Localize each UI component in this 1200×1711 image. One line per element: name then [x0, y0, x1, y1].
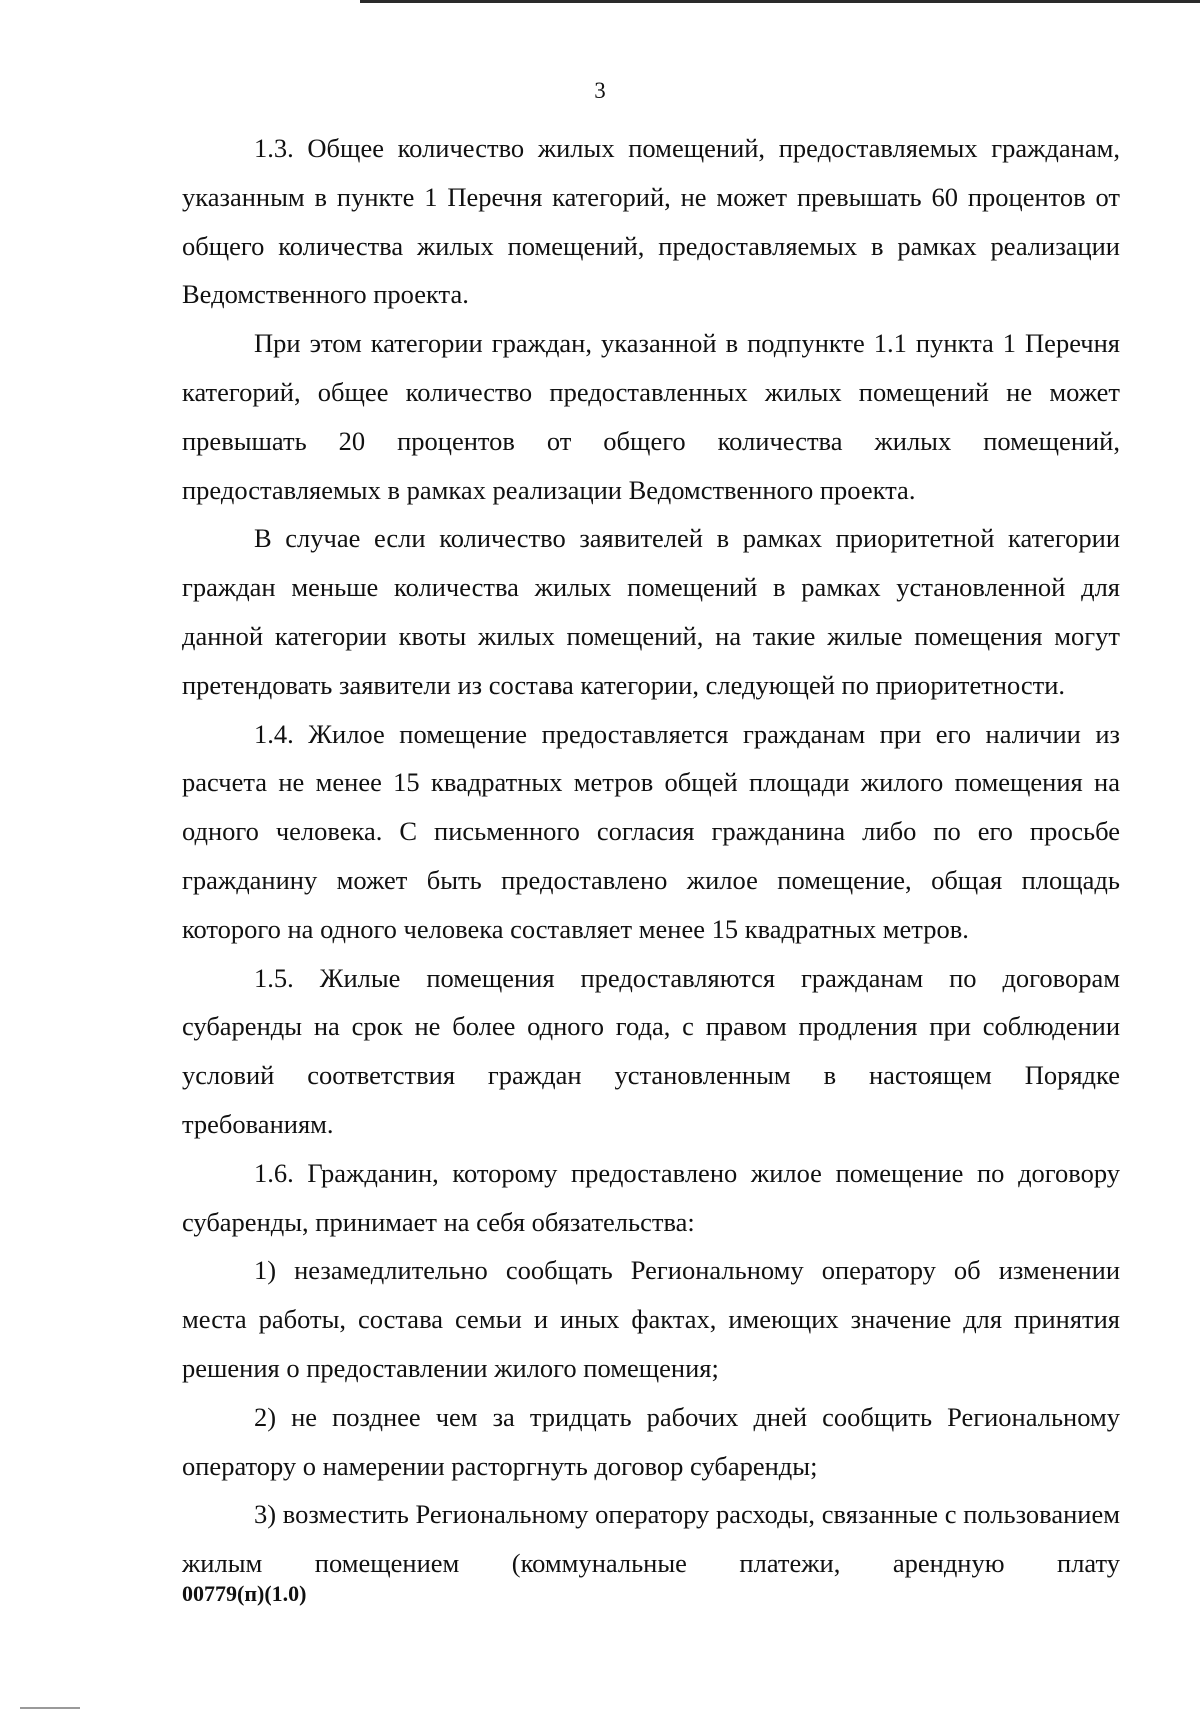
obligation-item-1: 1) незамедлительно сообщать Региональному оператору об изменении места работы, состава семьи и иных фактах, имеющих значение для принятия решения о предоставлении жилого помещения;	[182, 1255, 1120, 1383]
scan-edge-top	[360, 0, 1200, 3]
paragraph-1-4: 1.4. Жилое помещение предоставляется гражданам при его наличии из расчета не менее 15 квадратных метров общей площади жилого помещения на одного человека. С письменного согласия гражданина либо по его просьбе гражданину может быть предоставлено жилое помещение, общая площадь которого на одного человека составляет менее 15 квадратных метров.	[182, 718, 1120, 944]
paragraph-1-3-category-limit: При этом категории граждан, указанной в подпункте 1.1 пункта 1 Перечня категорий, общее количество предоставленных жилых помещений не может превышать 20 процентов от общего количества жилых помещений, предоставляемых в рамках реализации Ведомственного проекта.	[182, 328, 1120, 505]
document-body	[182, 124, 1120, 1588]
obligation-item-2: 2) не позднее чем за тридцать рабочих дней сообщить Региональному оператору о намерении расторгнуть договор субаренды;	[182, 1401, 1120, 1481]
paragraph-1-6: 1.6. Гражданин, которому предоставлено жилое помещение по договору субаренды, принимает на себя обязательства:	[182, 1157, 1120, 1237]
paragraph-1-3-priority-transfer: В случае если количество заявителей в рамках приоритетной категории граждан меньше количества жилых помещений в рамках установленной для данной категории квоты жилых помещений, на такие жилые помещения могут претендовать заявители из состава категории, следующей по приоритетности.	[182, 523, 1120, 700]
paragraph-1-3: 1.3. Общее количество жилых помещений, предоставляемых гражданам, указанным в пункте 1 Перечня категорий, не может превышать 60 процентов от общего количества жилых помещений, предоставляемых в рамках реализации Ведомственного проекта.	[182, 133, 1120, 310]
page-number: 3	[594, 78, 606, 103]
scan-edge-bottom	[20, 1707, 80, 1709]
paragraph-1-5: 1.5. Жилые помещения предоставляются гражданам по договорам субаренды на срок не более одного года, с правом продления при соблюдении условий соответствия граждан установленным в настоящем Порядке требованиям.	[182, 962, 1120, 1139]
document-code: 00779(п)(1.0)	[182, 1581, 307, 1606]
obligation-item-3: 3) возместить Региональному оператору расходы, связанные с пользованием жилым помещением (коммунальные платежи, арендную плату	[182, 1499, 1120, 1579]
